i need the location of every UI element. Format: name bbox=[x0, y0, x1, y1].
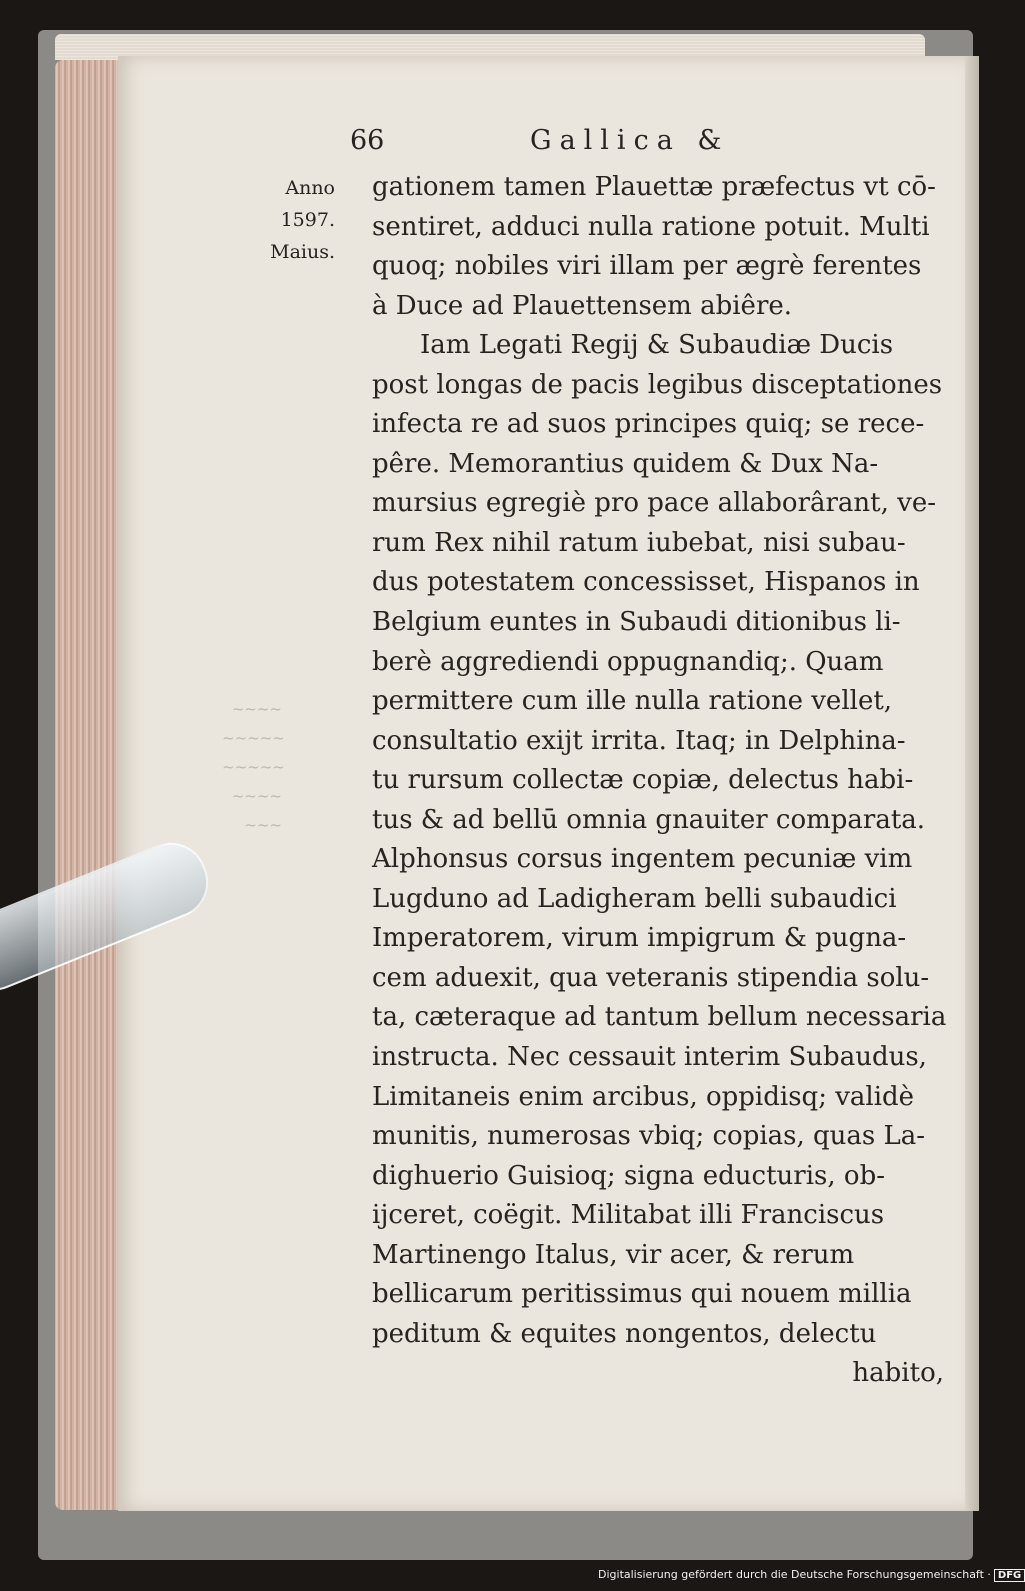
text-line: munitis, numerosas vbiq; copias, quas La- bbox=[372, 1121, 926, 1152]
text-line: Lugduno ad Ladigheram belli subaudici bbox=[372, 883, 897, 914]
text-line: permittere cum ille nulla ratione vellet, bbox=[372, 686, 893, 717]
text-line: berè aggrediendi oppugnandiq;. Quam bbox=[372, 646, 884, 677]
text-line: Imperatorem, virum impigrum & pugna- bbox=[372, 923, 907, 954]
text-line: Alphonsus corsus ingentem pecuniæ vim bbox=[372, 844, 913, 875]
footer-credit-text: Digitalisierung gefördert durch die Deutsche Forschungsgemeinschaft · bbox=[598, 1568, 991, 1581]
catchword: habito, bbox=[852, 1358, 944, 1389]
text-line: Belgium euntes in Subaudi ditionibus li- bbox=[372, 607, 901, 638]
footer-credit bbox=[598, 1568, 1022, 1588]
text-line: tu rursum collectæ copiæ, delectus habi- bbox=[372, 765, 914, 796]
dfg-logo: DFG bbox=[994, 1569, 1025, 1582]
margin-note-line: 1597. bbox=[280, 209, 335, 231]
text-line: bellicarum peritissimus qui nouem millia bbox=[372, 1279, 912, 1310]
text-line: Martinengo Italus, vir acer, & rerum bbox=[372, 1239, 855, 1270]
text-line: consultatio exijt irrita. Itaq; in Delphina- bbox=[372, 725, 906, 756]
text-line: instructa. Nec cessauit interim Subaudus, bbox=[372, 1042, 927, 1073]
text-line: à Duce ad Plauettensem abiêre. bbox=[372, 290, 793, 321]
text-line: ijceret, coëgit. Militabat illi Franciscus bbox=[372, 1200, 885, 1231]
text-line: gationem tamen Plauettæ præfectus vt cō- bbox=[372, 172, 936, 202]
text-line: Limitaneis enim arcibus, oppidisq; validè bbox=[372, 1081, 915, 1112]
body-text bbox=[372, 168, 947, 1394]
text-line: tus & ad bellū omnia gnauiter comparata. bbox=[372, 804, 926, 835]
text-line: Iam Legati Regij & Subaudiæ Ducis bbox=[420, 330, 894, 361]
margin-note-line: Maius. bbox=[270, 241, 335, 263]
text-line: post longas de pacis legibus disceptationes bbox=[372, 369, 943, 400]
text-line: pêre. Memorantius quidem & Dux Na- bbox=[372, 448, 879, 479]
page-header bbox=[350, 125, 850, 165]
show-through-text: ~~~~ ~~~~~ ~~~~~ ~~~~ ~~~ bbox=[222, 700, 285, 834]
margin-note-line: Anno bbox=[285, 177, 335, 199]
text-line: quoq; nobiles viri illam per ægrè ferentes bbox=[372, 251, 922, 282]
text-line: dus potestatem concessisset, Hispanos in bbox=[372, 567, 920, 598]
text-line: cem aduexit, qua veteranis stipendia solu- bbox=[372, 962, 930, 993]
text-line: dighuerio Guisioq; signa educturis, ob- bbox=[372, 1160, 885, 1191]
text-line: sentiret, adduci nulla ratione potuit. Multi bbox=[372, 211, 930, 242]
running-title: Gallica & bbox=[530, 125, 730, 156]
text-line: infecta re ad suos principes quiq; se rece- bbox=[372, 409, 925, 440]
page-right-edge bbox=[965, 56, 979, 1511]
text-line: rum Rex nihil ratum iubebat, nisi subau- bbox=[372, 527, 906, 558]
text-line: peditum & equites nongentos, delectu bbox=[372, 1318, 877, 1349]
page-number: 66 bbox=[350, 125, 385, 156]
page-block-edge bbox=[55, 60, 125, 1510]
text-line: ta, cæteraque ad tantum bellum necessaria bbox=[372, 1002, 947, 1033]
margin-note bbox=[225, 172, 335, 268]
text-line: mursius egregiè pro pace allaborârant, ve- bbox=[372, 488, 937, 519]
